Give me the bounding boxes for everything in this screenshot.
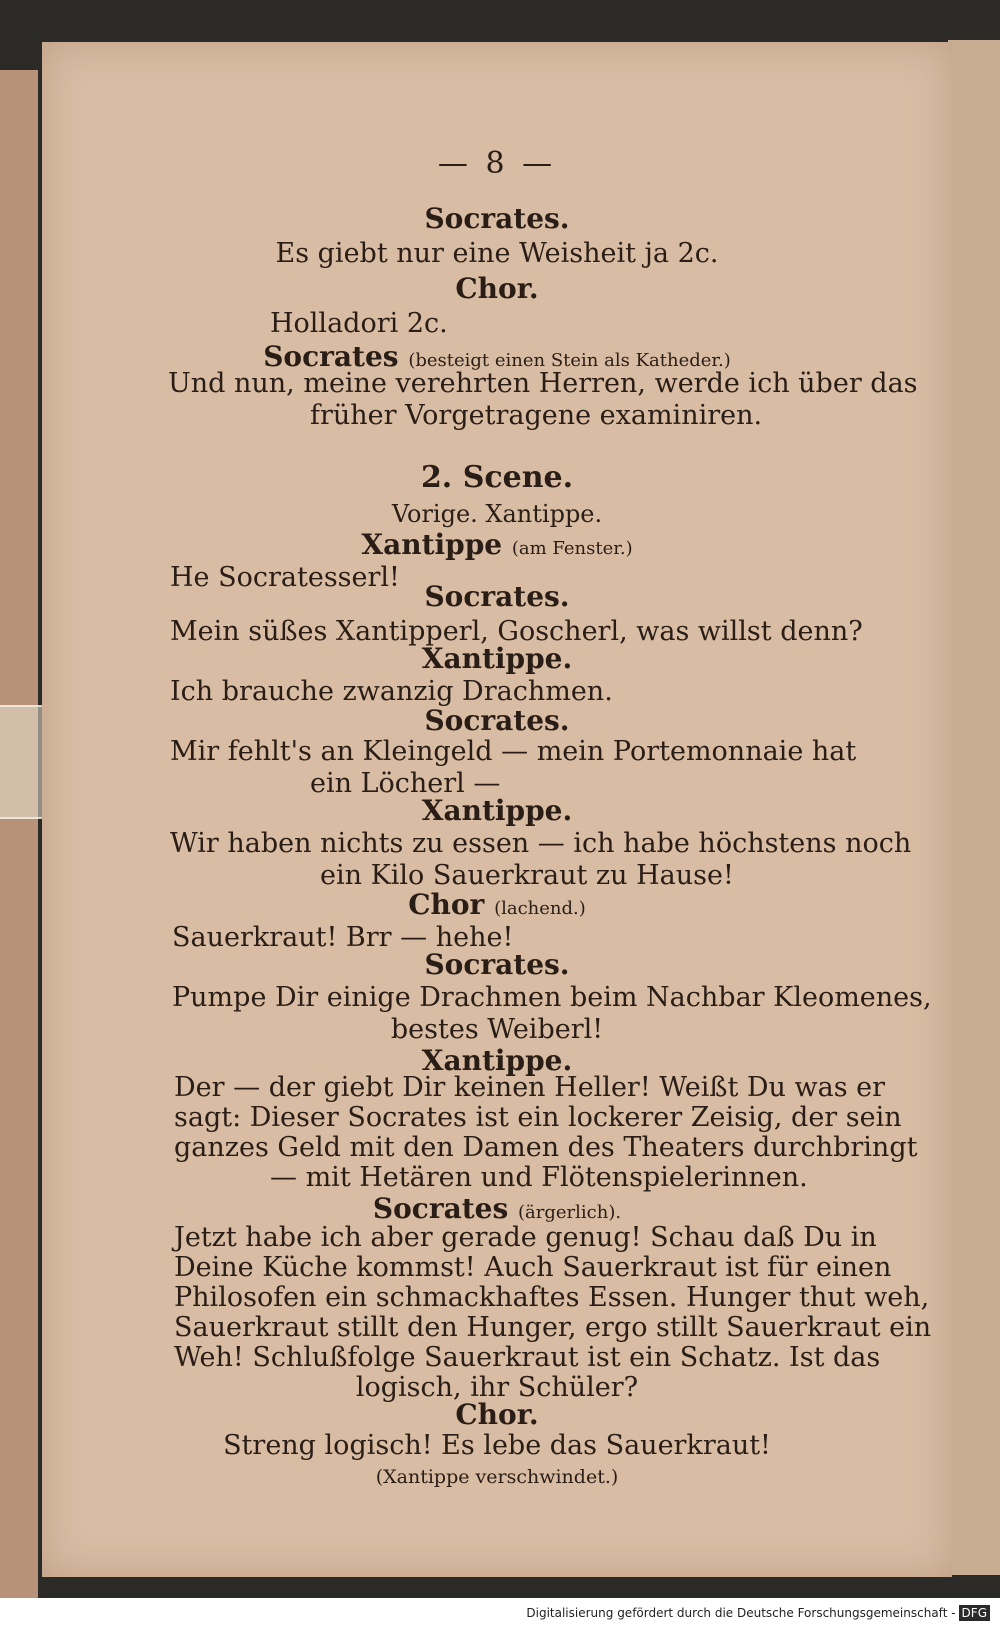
book-page	[42, 42, 952, 1577]
speaker-socrates: Socrates.	[424, 202, 570, 235]
verse-line: Und nun, meine verehrten Herren, werde ich über das	[168, 368, 918, 399]
verse-line: ein Kilo Sauerkraut zu Hause!	[320, 860, 734, 891]
speaker-xantippe: Xantippe.	[421, 1044, 573, 1077]
stage-direction: (besteigt einen Stein als Katheder.)	[408, 350, 731, 371]
verse-line: Mein süßes Xantipperl, Goscherl, was willst denn?	[170, 616, 863, 647]
speaker-name: Chor	[408, 888, 485, 921]
verse-line: bestes Weiberl!	[390, 1014, 604, 1045]
verse-line: — mit Hetären und Flötenspielerinnen.	[270, 1162, 808, 1193]
speaker-xantippe	[42, 528, 952, 561]
speaker-name: Socrates	[263, 340, 399, 373]
dfg-logo: DFG	[959, 1605, 990, 1621]
verse-line: früher Vorgetragene examiniren.	[310, 400, 763, 431]
speaker-chor: Chor.	[455, 272, 539, 305]
scene-title: 2. Scene.	[420, 460, 574, 495]
verse-line: Sauerkraut stillt den Hunger, ergo stillt Sauerkraut ein	[174, 1312, 932, 1343]
digitization-footer	[0, 1598, 1000, 1628]
speaker-name: Xantippe	[361, 528, 503, 561]
verse-line: logisch, ihr Schüler?	[355, 1372, 639, 1403]
verse-line: He Socratesserl!	[170, 562, 400, 593]
speaker-name: Socrates	[372, 1192, 509, 1225]
speaker-socrates	[42, 1192, 952, 1225]
stage-direction: (ärgerlich).	[518, 1202, 622, 1223]
verse-line: Mir fehlt's an Kleingeld — mein Portemonnaie hat	[170, 736, 857, 767]
verse-line: ganzes Geld mit den Damen des Theaters durchbringt	[174, 1132, 918, 1163]
verse-line: Streng logisch! Es lebe das Sauerkraut!	[223, 1430, 771, 1461]
verse-line: Pumpe Dir einige Drachmen beim Nachbar Kleomenes,	[172, 982, 932, 1013]
verse-line: sagt: Dieser Socrates ist ein lockerer Zeisig, der sein	[174, 1102, 902, 1133]
book-left-edge	[0, 70, 38, 1610]
verse-line: Der — der giebt Dir keinen Heller! Weißt Du was er	[174, 1072, 886, 1103]
verse-line: Sauerkraut! Brr — hehe!	[172, 922, 514, 953]
speaker-chor	[42, 888, 952, 921]
footer-credit: Digitalisierung gefördert durch die Deutsche Forschungsgemeinschaft -	[526, 1606, 956, 1620]
verse-line: Wir haben nichts zu essen — ich habe höchstens noch	[170, 828, 912, 859]
stage-direction: (lachend.)	[494, 898, 586, 919]
speaker-socrates: Socrates.	[424, 704, 570, 737]
verse-line: Weh! Schlußfolge Sauerkraut ist ein Schatz. Ist das	[174, 1342, 881, 1373]
cast-list: Vorige. Xantippe.	[391, 500, 603, 528]
book-right-edge	[948, 40, 1000, 1575]
speaker-xantippe: Xantippe.	[421, 794, 573, 827]
verse-line: Philosofen ein schmackhaftes Essen. Hunger thut weh,	[174, 1282, 930, 1313]
speaker-socrates: Socrates.	[424, 580, 570, 613]
speaker-socrates: Socrates.	[424, 948, 570, 981]
speaker-xantippe: Xantippe.	[421, 642, 573, 675]
verse-line: Jetzt habe ich aber gerade genug! Schau daß Du in	[174, 1222, 877, 1253]
page-number: — 8 —	[437, 146, 557, 181]
verse-line: Holladori 2c.	[270, 308, 448, 339]
speaker-chor: Chor.	[455, 1398, 539, 1431]
verse-line: Ich brauche zwanzig Drachmen.	[170, 676, 613, 707]
stage-direction: (Xantippe verschwindet.)	[375, 1466, 619, 1488]
verse-line: Deine Küche kommst! Auch Sauerkraut ist für einen	[174, 1252, 892, 1283]
verse-line: Es giebt nur eine Weisheit ja 2c.	[275, 238, 719, 269]
verse-line: ein Löcherl —	[310, 768, 501, 799]
stage-direction: (am Fenster.)	[511, 538, 633, 559]
